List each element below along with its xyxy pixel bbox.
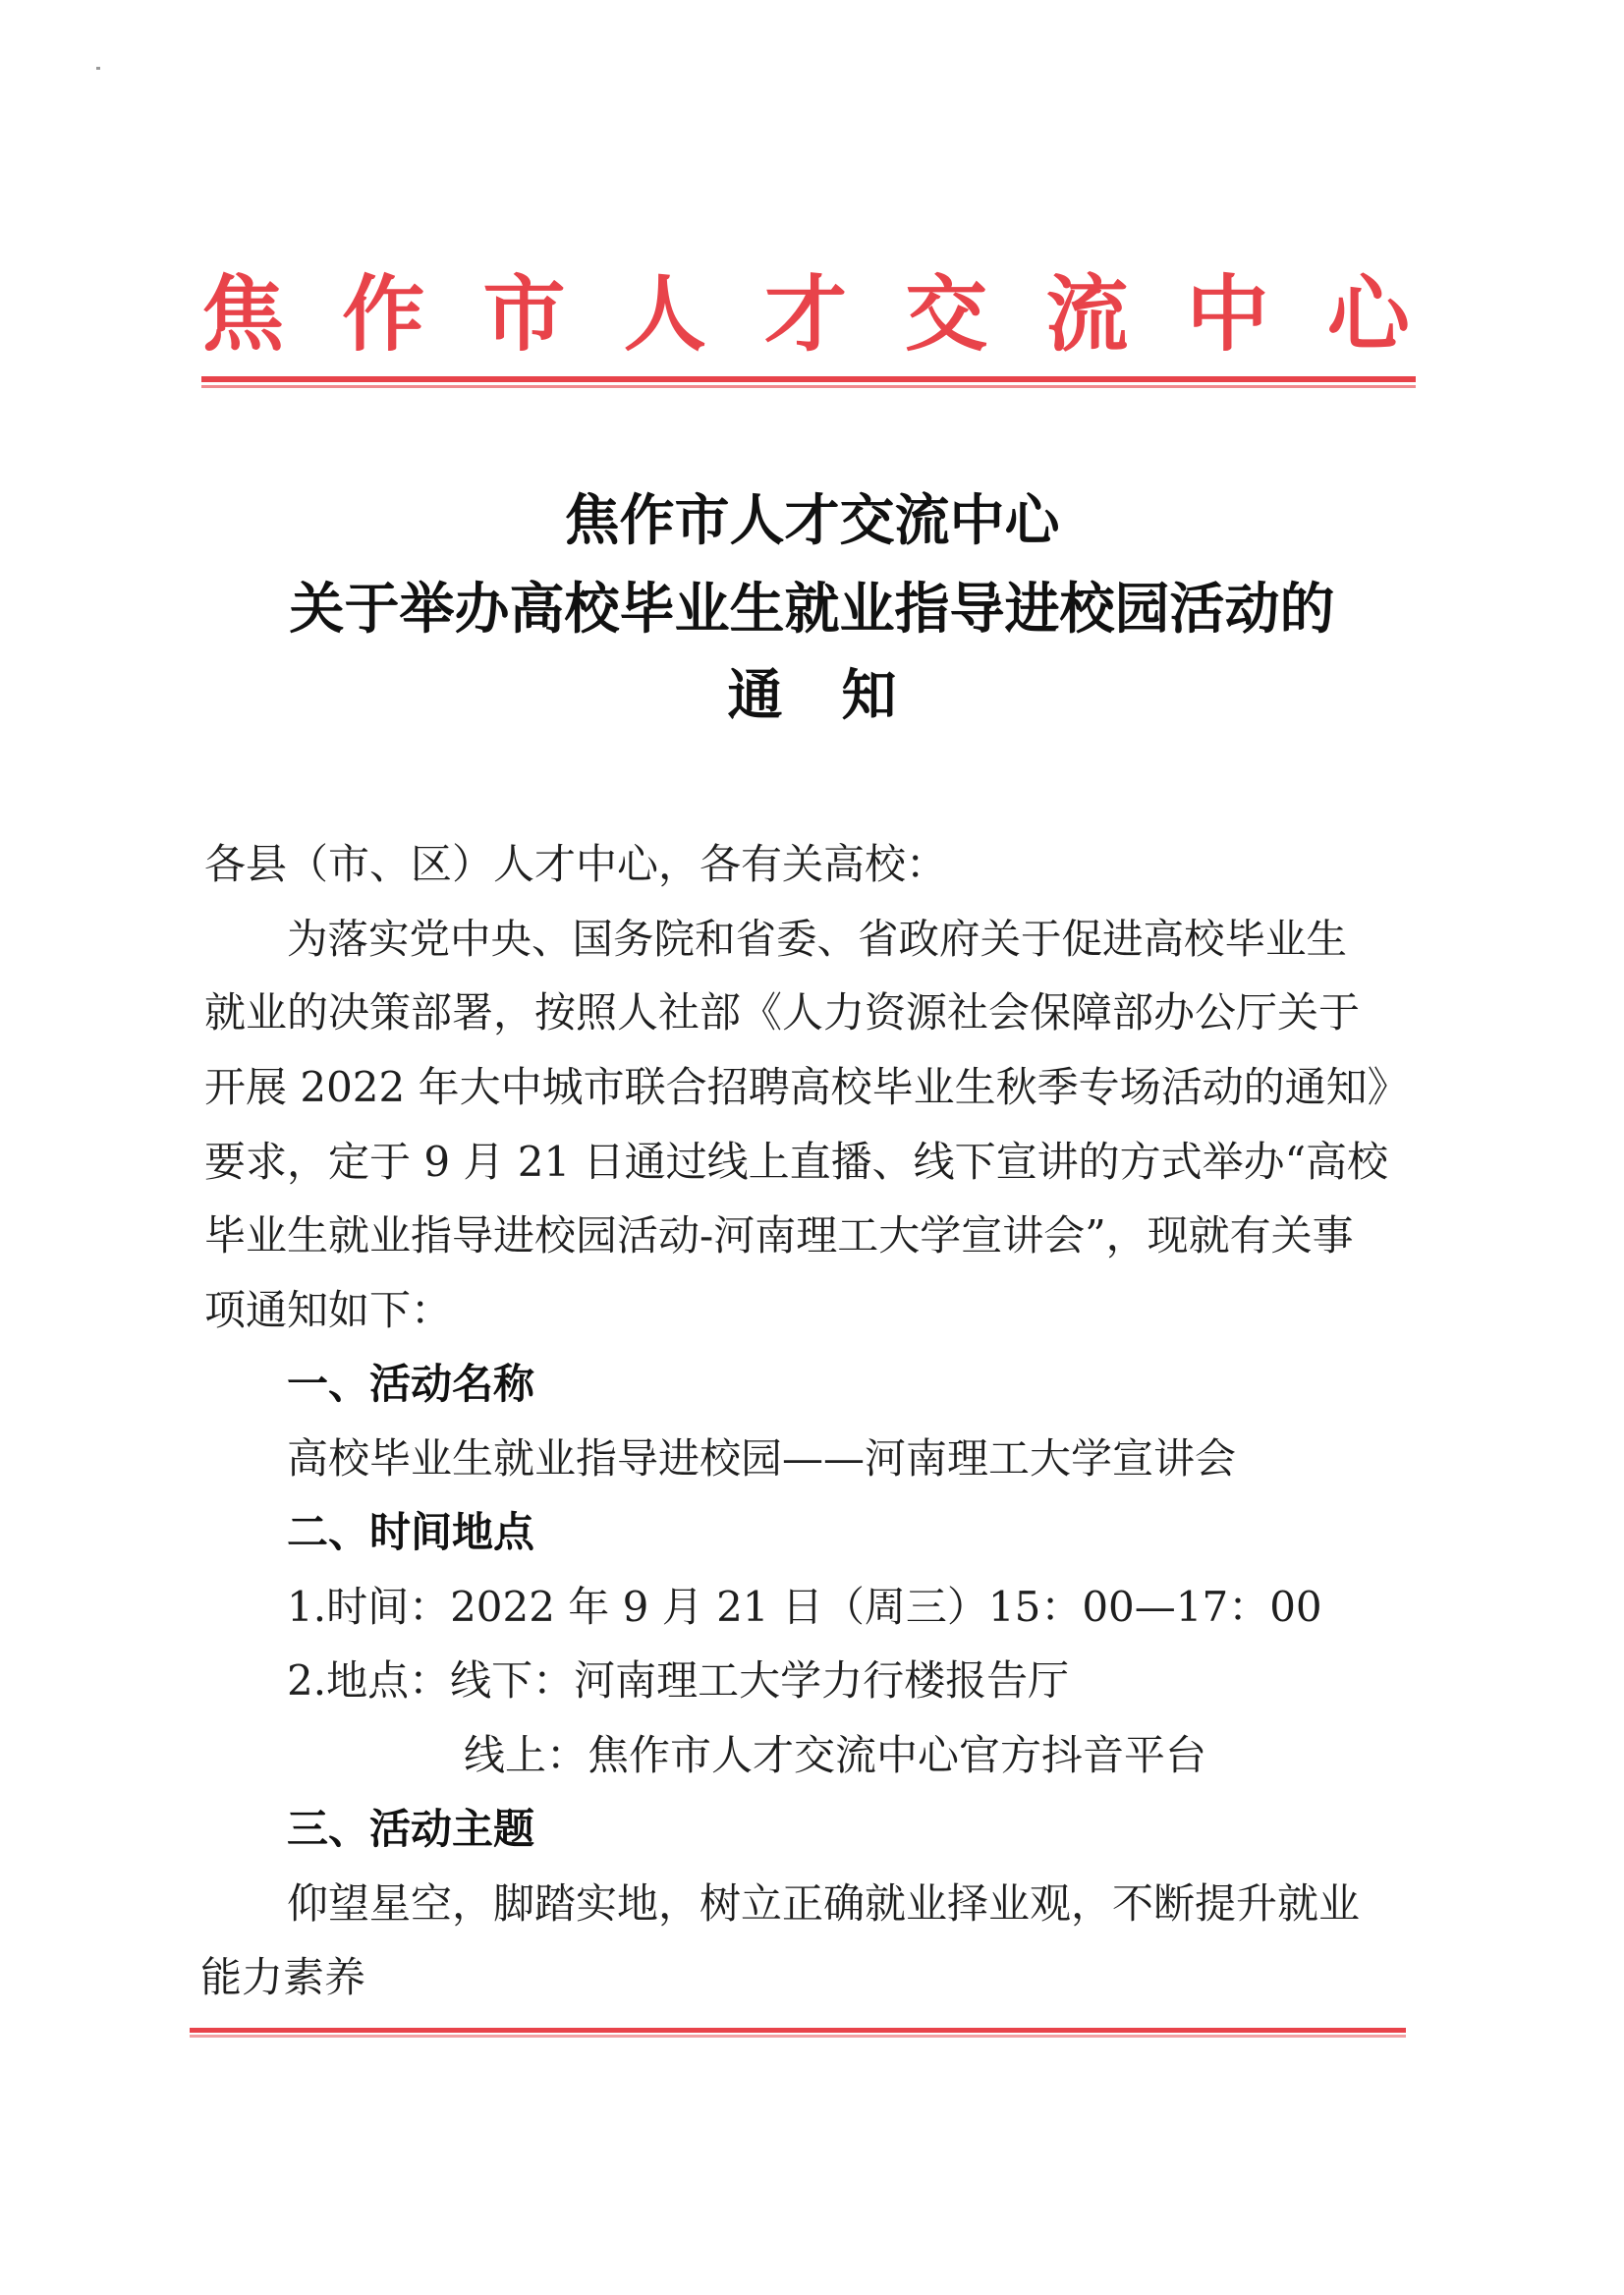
footer-rule-thin	[190, 2035, 1406, 2038]
letterhead-char: 中	[1186, 265, 1269, 363]
letterhead-char: 心	[1326, 265, 1410, 363]
paragraph-line-text: 为落实党中央、国务院和省委、省政府关于促进高校毕业生	[287, 915, 1348, 963]
letterhead-rule	[201, 376, 1416, 382]
paragraph-line: 要求，定于 9 月 21 日通过线上直播、线下宣讲的方式举办“高校	[204, 1138, 1389, 1186]
section-heading-3: 三、活动主题	[287, 1805, 535, 1853]
title-line-1: 焦作市人才交流中心	[564, 488, 1060, 553]
theme-line-1: 仰望星空，脚踏实地，树立正确就业择业观，不断提升就业	[287, 1879, 1361, 1928]
title-line-3: 通知	[727, 663, 956, 728]
letterhead-char: 人	[623, 265, 706, 363]
paragraph-line: 就业的决策部署，按照人社部《人力资源社会保障部办公厅关于	[204, 988, 1361, 1036]
section-heading-1: 一、活动名称	[287, 1360, 535, 1408]
theme-line-2: 能力素养	[200, 1953, 366, 2001]
place-line-online: 线上：焦作市人才交流中心官方抖音平台	[464, 1731, 1207, 1779]
letterhead-rule-thin	[201, 385, 1416, 388]
letterhead-char: 流	[1045, 265, 1129, 363]
place-line-offline: 2.地点：线下：河南理工大学力行楼报告厅	[287, 1656, 1070, 1705]
scan-speck	[96, 67, 100, 70]
time-line: 1.时间：2022 年 9 月 21 日（周三）15：00—17：00	[287, 1583, 1322, 1631]
salutation: 各县（市、区）人才中心，各有关高校：	[204, 840, 948, 888]
letterhead-char: 焦	[201, 265, 285, 363]
letterhead-char: 市	[482, 265, 566, 363]
paragraph-line: 开展 2022 年大中城市联合招聘高校毕业生秋季专场活动的通知》	[204, 1063, 1409, 1111]
paragraph-line: 项通知如下：	[204, 1286, 453, 1334]
org-letterhead	[201, 265, 1410, 364]
paragraph-line: 毕业生就业指导进校园活动-河南理工大学宣讲会”，现就有关事	[204, 1211, 1354, 1259]
letterhead-char: 作	[342, 265, 425, 363]
section-1-text: 高校毕业生就业指导进校园——河南理工大学宣讲会	[287, 1434, 1237, 1483]
section-heading-2: 二、时间地点	[287, 1508, 535, 1556]
title-line-2: 关于举办高校毕业生就业指导进校园活动的	[289, 577, 1335, 642]
paragraph-line	[287, 914, 1440, 965]
letterhead-char: 才	[763, 265, 847, 363]
letterhead-char: 交	[905, 265, 988, 363]
footer-rule	[190, 2028, 1406, 2033]
